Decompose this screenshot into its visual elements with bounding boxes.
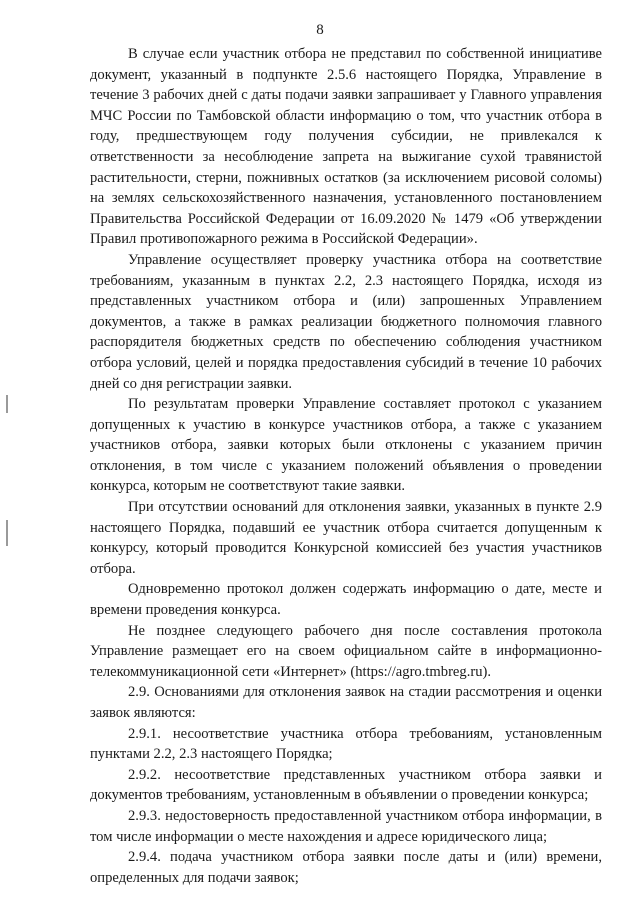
paragraph: 2.9.2. несоответствие представленных участником отбора заявки и документов требованиям, установленным в объявлении о проведении конкурса; (90, 766, 602, 804)
paragraph: 2.9. Основаниями для отклонения заявок на стадии рассмотрения и оценки заявок являются: (90, 684, 602, 721)
document-body (90, 44, 602, 888)
paragraph: По результатам проверки Управление составляет протокол с указанием допущенных к участию в конкурсе участников отбора, а также с указанием участников отбора, заявки которых были отклонены с указанием причин отклонения, в том числе с указанием положений объявления о проведении конкурса, которым не соответствуют такие заявки. (90, 396, 602, 495)
paragraph: В случае если участник отбора не представил по собственной инициативе документ, указанный в подпункте 2.5.6 настоящего Порядка, Управление в течение 3 рабочих дней с даты подачи заявки запрашивает у Главного управления МЧС России по Тамбовской области информацию о том, что участник отбора в году, предшествующем году получения субсидии, не привлекался к ответственности за несоблюдение запрета на выжигание сухой травянистой растительности, стерни, пожнивных остатков (за исключением рисовой соломы) на землях сельскохозяйственного назначения, установленного постановлением Правительства Российской Федерации от 16.09.2020 № 1479 «Об утверждении Правил противопожарного режима в Российской Федерации». (90, 46, 602, 248)
paragraph: 2.9.1. несоответствие участника отбора требованиям, установленным пунктами 2.2, 2.3 настоящего Порядка; (90, 725, 602, 763)
paragraph: Не позднее следующего рабочего дня после составления протокола Управление размещает его на своем официальном сайте в информационно-телекоммуникационной сети «Интернет» (https://agro.tmbreg.ru). (90, 622, 602, 680)
paragraph: Управление осуществляет проверку участника отбора на соответствие требованиям, указанным в пунктах 2.2, 2.3 настоящего Порядка, исходя из представленных участником отбора и (или) запрошенных Управлением документов, а также в рамках реализации бюджетного полномочия главного распорядителя бюджетных средств по обеспечению соблюдения участником отбора условий, целей и порядка предоставления субсидий в течение 10 рабочих дней со дня регистрации заявки. (90, 251, 602, 392)
scan-margin-mark (6, 395, 8, 413)
paragraph: Одновременно протокол должен содержать информацию о дате, месте и времени проведения конкурса. (90, 581, 602, 619)
page-number: 8 (316, 22, 324, 38)
scan-margin-mark (6, 520, 8, 546)
paragraph: 2.9.4. подача участником отбора заявки после даты и (или) времени, определенных для подачи заявок; (90, 849, 602, 886)
paragraph: 2.9.3. недостоверность предоставленной участником отбора информации, в том числе информации о месте нахождения и адресе юридического лица; (90, 807, 602, 845)
paragraph: При отсутствии оснований для отклонения заявки, указанных в пункте 2.9 настоящего Порядка, подавший ее участник отбора считается допущенным к конкурсу, который проводится Конкурсной комиссией без участия участников отбора. (90, 499, 602, 577)
